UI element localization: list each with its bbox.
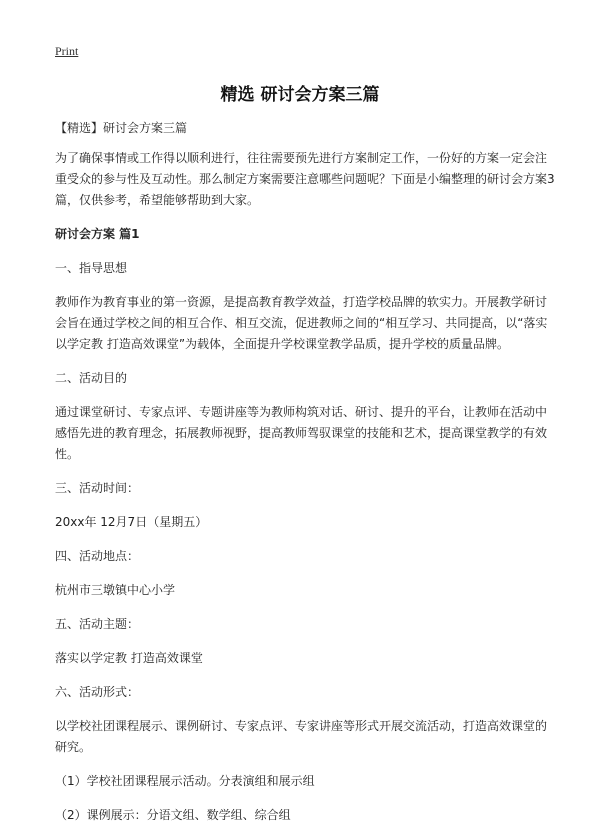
item-body-location: 杭州市三墩镇中心小学 [55,583,176,597]
item-heading-time: 三、活动时间： [55,481,140,495]
list-item: （2）课例展示：分语文组、数学组、综合组 [55,808,291,822]
item-heading-location: 四、活动地点： [55,549,140,563]
item-body-guiding: 教师作为教育事业的第一资源，是提高教育教学效益，打造学校品牌的软实力。开展教学研讨会旨在通过学校之间的相互合作、相互交流，促进教师之间的“相互学习、共同提高，以“落实以学定教 打造高效课堂”为载体，全面提升学校课堂教学品质，提升学校的质量品牌。 [55,295,548,351]
item-heading-theme: 五、活动主题： [55,617,140,631]
item-body-purpose: 通过课堂研讨、专家点评、专题讲座等为教师构筑对话、研讨、提升的平台，让教师在活动中感悟先进的教育理念，拓展教师视野，提高教师驾驭课堂的技能和艺术，提高课堂教学的有效性。 [55,405,548,461]
section-title: 研讨会方案 篇1 [55,227,140,241]
print-link[interactable]: Print [55,44,79,58]
item-body-time: 20xx年 12月7日（星期五） [55,515,208,529]
item-heading-purpose: 二、活动目的 [55,371,128,385]
item-heading-format: 六、活动形式： [55,685,140,699]
document-body [55,118,555,826]
item-body-theme: 落实以学定教 打造高效课堂 [55,651,203,665]
item-body-format: 以学校社团课程展示、课例研讨、专家点评、专家讲座等形式开展交流活动，打造高效课堂的研究。 [55,719,548,754]
item-heading-guiding: 一、指导思想 [55,261,128,275]
intro-paragraph: 为了确保事情或工作得以顺利进行，往往需要预先进行方案制定工作，一份好的方案一定会注重受众的参与性及互动性。那么制定方案需要注意哪些问题呢？下面是小编整理的研讨会方案3篇，仅供参考，希望能够帮助到大家。 [55,151,555,207]
list-item: （1）学校社团课程展示活动。分表演组和展示组 [55,774,315,788]
document-title: 精选 研讨会方案三篇 [220,85,380,105]
document-subtitle: 【精选】研讨会方案三篇 [55,121,188,135]
